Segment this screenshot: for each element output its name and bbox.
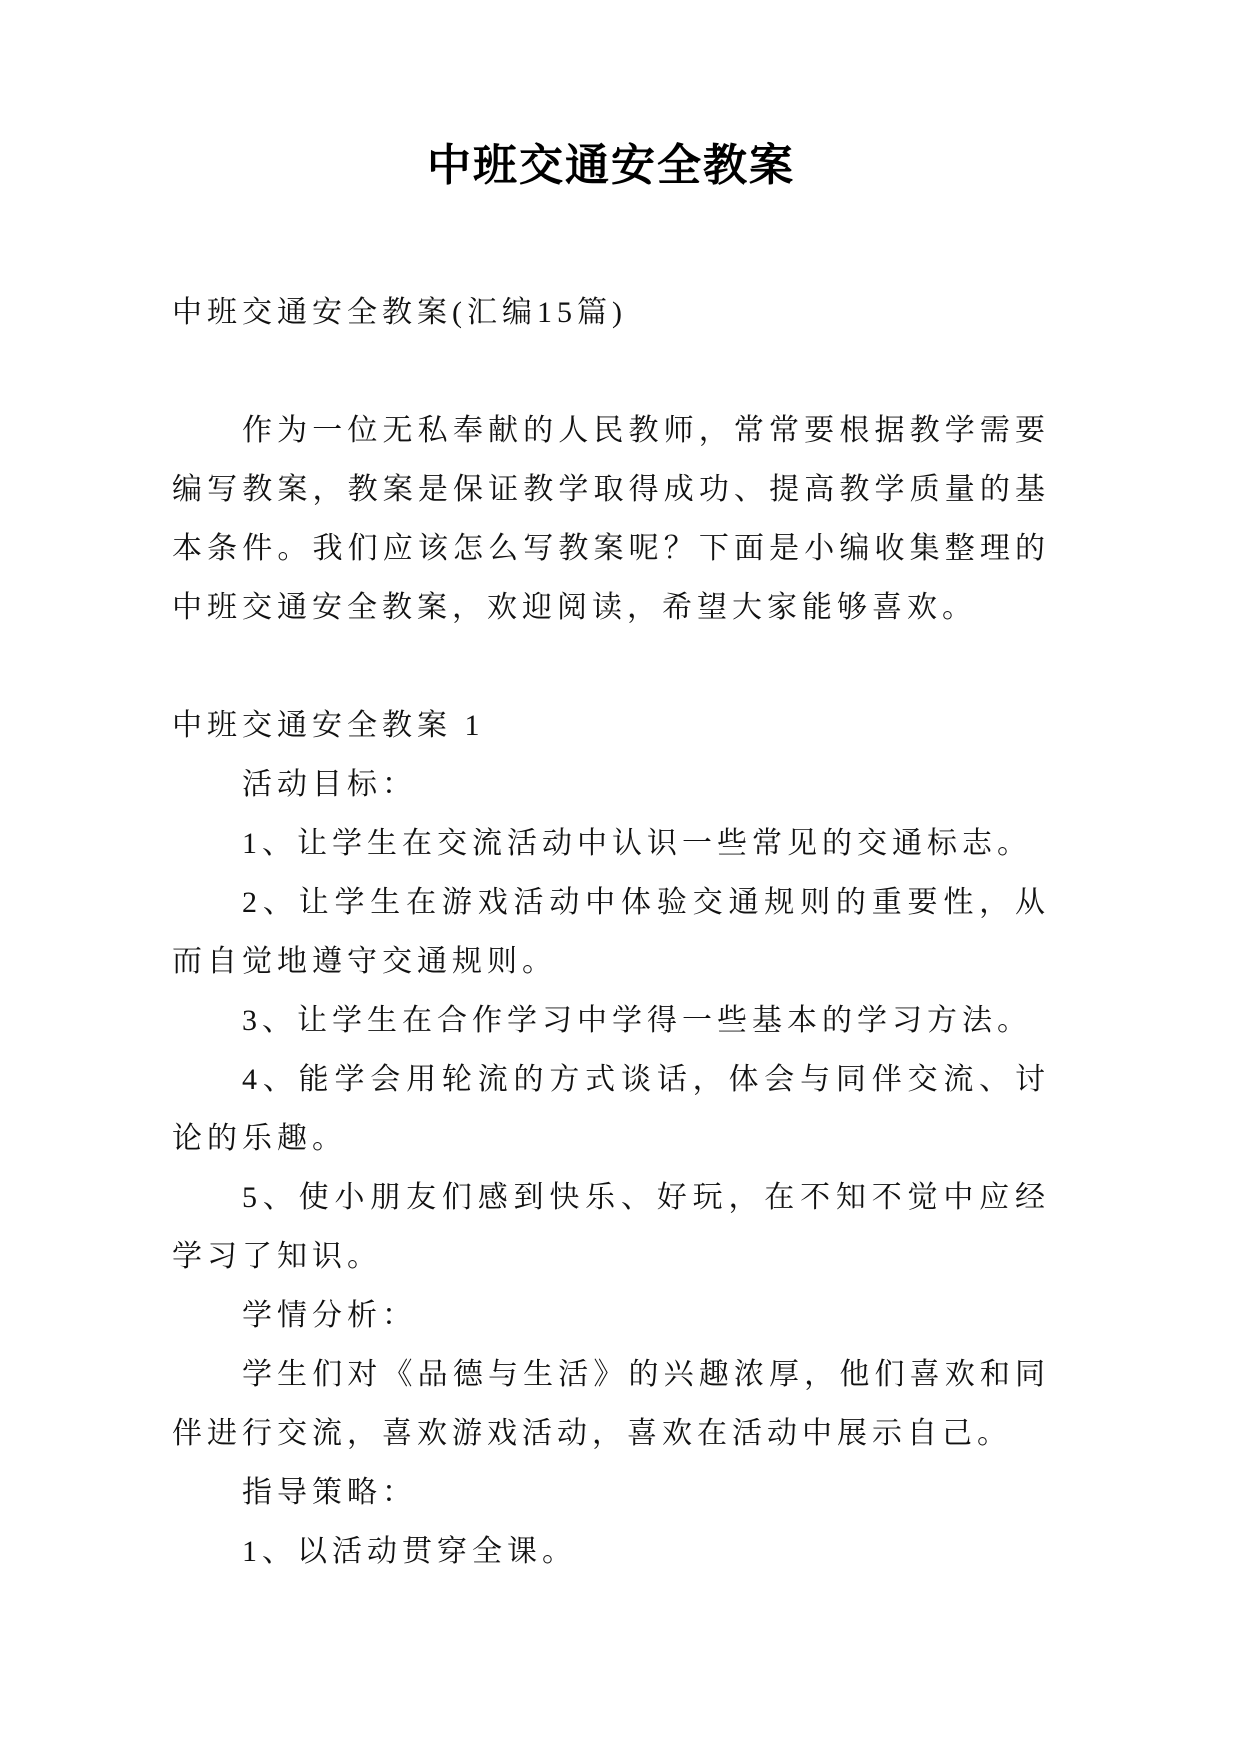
body-paragraph: 3、让学生在合作学习中学得一些基本的学习方法。 (242, 1004, 1032, 1037)
body-paragraph: 指导策略： (242, 1476, 417, 1509)
body-paragraph: 2、让学生在游戏活动中体验交通规则的重要性，从而自觉地遵守交通规则。 (172, 886, 1050, 978)
blank-line (172, 342, 1050, 401)
intro-paragraph: 作为一位无私奉献的人民教师，常常要根据教学需要编写教案，教案是保证教学取得成功、提高教学质量的基本条件。我们应该怎么写教案呢？下面是小编收集整理的中班交通安全教案，欢迎阅读，希望大家能够喜欢。 (172, 414, 1050, 624)
body-paragraph: 4、能学会用轮流的方式谈话，体会与同伴交流、讨论的乐趣。 (172, 1063, 1050, 1155)
document-subtitle: 中班交通安全教案(汇编15篇) (172, 296, 627, 329)
blank-line (172, 637, 1050, 696)
body-paragraph: 学情分析： (242, 1299, 417, 1332)
body-paragraph: 1、让学生在交流活动中认识一些常见的交通标志。 (242, 827, 1032, 860)
body-paragraph: 5、使小朋友们感到快乐、好玩，在不知不觉中应经学习了知识。 (172, 1181, 1050, 1273)
section-body (172, 755, 1050, 1581)
body-paragraph: 学生们对《品德与生活》的兴趣浓厚，他们喜欢和同伴进行交流，喜欢游戏活动，喜欢在活动中展示自己。 (172, 1358, 1050, 1450)
body-paragraph: 活动目标： (242, 768, 417, 801)
section-heading: 中班交通安全教案 1 (172, 709, 485, 742)
body-paragraph: 1、以活动贯穿全课。 (242, 1535, 577, 1568)
document-title: 中班交通安全教案 (427, 141, 795, 190)
